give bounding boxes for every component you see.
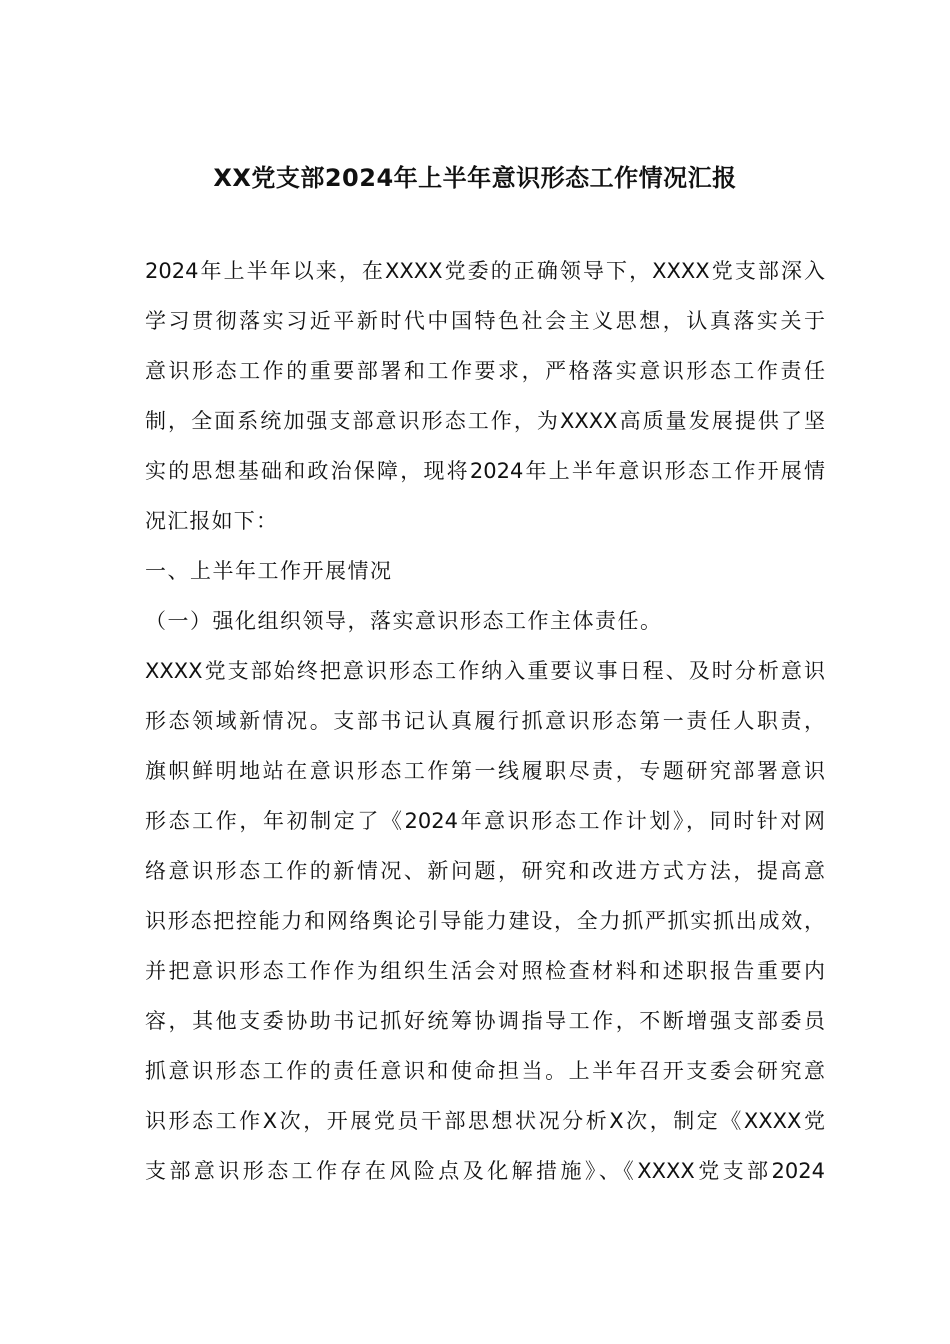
paragraph-line: XXXX党支部始终把意识形态工作纳入重要议事日程、及时分析意识 (145, 659, 825, 683)
paragraph-line: 容，其他支委协助书记抓好统筹协调指导工作，不断增强支部委员 (145, 1009, 825, 1033)
subsection-heading: （一）强化组织领导，落实意识形态工作主体责任。 (145, 609, 663, 633)
paragraph-line: 实的思想基础和政治保障，现将2024年上半年意识形态工作开展情 (145, 459, 825, 483)
paragraph-line: 识形态工作X次，开展党员干部思想状况分析X次，制定《XXXX党 (145, 1109, 825, 1133)
paragraph-line: 支部意识形态工作存在风险点及化解措施》、《XXXX党支部2024 (145, 1159, 825, 1183)
paragraph-line: 旗帜鲜明地站在意识形态工作第一线履职尽责，专题研究部署意识 (145, 759, 825, 783)
paragraph-line: 制，全面系统加强支部意识形态工作，为XXXX高质量发展提供了坚 (145, 409, 825, 433)
section-heading: 一、上半年工作开展情况 (145, 559, 393, 583)
paragraph-line: 识形态把控能力和网络舆论引导能力建设，全力抓严抓实抓出成效， (145, 909, 825, 933)
paragraph-line: 并把意识形态工作作为组织生活会对照检查材料和述职报告重要内 (145, 959, 825, 983)
paragraph-line: 络意识形态工作的新情况、新问题，研究和改进方式方法，提高意 (145, 859, 825, 883)
paragraph-line: 形态工作，年初制定了《2024年意识形态工作计划》，同时针对网 (145, 809, 825, 833)
paragraph-line: 2024年上半年以来，在XXXX党委的正确领导下，XXXX党支部深入 (145, 259, 825, 283)
paragraph-line: 学习贯彻落实习近平新时代中国特色社会主义思想，认真落实关于 (145, 309, 825, 333)
paragraph-line: 况汇报如下： (145, 509, 279, 533)
paragraph-line: 抓意识形态工作的责任意识和使命担当。上半年召开支委会研究意 (145, 1059, 825, 1083)
paragraph-line: 形态领域新情况。支部书记认真履行抓意识形态第一责任人职责， (145, 709, 825, 733)
paragraph-line: 意识形态工作的重要部署和工作要求，严格落实意识形态工作责任 (145, 359, 825, 383)
document-title: XX党支部2024年上半年意识形态工作情况汇报 (213, 164, 737, 192)
